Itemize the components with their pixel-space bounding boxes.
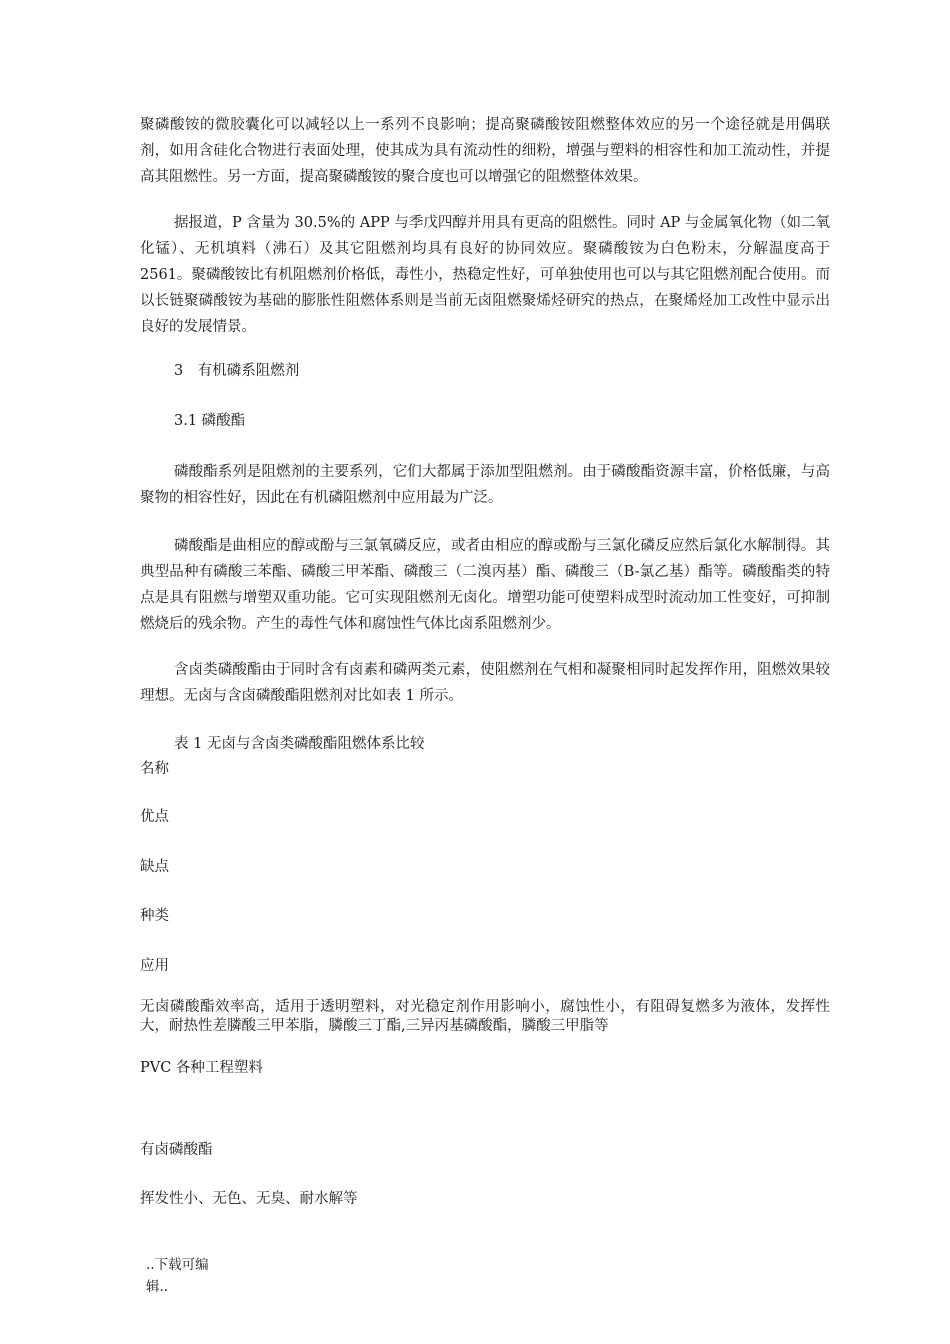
table-header-name: 名称 [140,761,169,777]
subsection-heading: 3.1 磷酸酯 [174,413,246,429]
table-caption: 表 1 无卤与含卤类磷酸酯阻燃体系比较 [174,736,425,752]
table-header-advantages: 优点 [140,809,169,825]
table-header-types: 种类 [140,908,169,924]
table-row-halogen-free: 无卤磷酸酯效率高，适用于透明塑料，对光稳定剂作用影响小，腐蚀性小，有阻碍复燃多为液体，发挥性大，耐热性差膦酸三甲苯脂，膦酸三丁酯,三异丙基磷酸酯，膦酸三甲脂等 [140,999,830,1034]
footer-note: ..下载可编辑.. [146,1257,209,1295]
paragraph-app-microencapsulation: 聚磷酸铵的微胶囊化可以减轻以上一系列不良影响；提高聚磷酸铵阻燃整体效应的另一个途径就是用偶联剂，如用含硅化合物进行表面处理，使其成为具有流动性的细粉，增强与塑料的相容性和加工流动性，并提高其阻燃性。另一方面，提高聚磷酸铵的聚合度也可以增强它的阻燃整体效果。 [140,117,830,185]
table-header-applications: 应用 [140,958,169,974]
paragraph-halogen-phosphate: 含卤类磷酸酯由于同时含有卤素和磷两类元素，使阻燃剂在气相和凝聚相同时起发挥作用，阻燃效果较理想。无卤与含卤磷酸酯阻燃剂对比如表 1 所示。 [140,662,830,704]
paragraph-app-synergy: 据报道，P 含量为 30.5%的 APP 与季戊四醇并用具有更高的阻燃性。同时 AP 与金属氧化物（如二氧化锰）、无机填料（沸石）及其它阻燃剂均具有良好的协同效应。聚磷酸铵为白色粉末，分解温度高于 2561。聚磷酸铵比有机阻燃剂价格低，毒性小，热稳定性好，可单独使用也可以与其它阻燃剂配合使用。而以长链聚磷酸铵为基础的膨胀性阻燃体系则是当前无卤阻燃聚烯烃研究的热点，在聚烯烃加工改性中显示出良好的发展情景。 [140,215,830,335]
paragraph-phosphate-overview: 磷酸酯系列是阻燃剂的主要系列，它们大都属于添加型阻燃剂。由于磷酸酯资源丰富，价格低廉，与高聚物的相容性好，因此在有机磷阻燃剂中应用最为广泛。 [140,464,830,506]
table-cell-advantages-halogenated: 挥发性小、无色、无臭、耐水解等 [140,1191,358,1207]
table-header-disadvantages: 缺点 [140,859,169,875]
section-heading: 3 有机磷系阻燃剂 [174,363,300,379]
table-cell-application-halogen-free: PVC 各种工程塑料 [140,1060,263,1076]
table-cell-name-halogenated: 有卤磷酸酯 [140,1142,213,1158]
paragraph-phosphate-preparation: 磷酸酯是曲相应的醇或酚与三氯氧磷反应，或者由相应的醇或酚与三氯化磷反应然后氯化水解制得。其典型品种有磷酸三苯酯、磷酸三甲苯酯、磷酸三（二溴丙基）酯、磷酸三（B-氯乙基）酯等。磷酸酯类的特点是具有阻燃与增塑双重功能。它可实现阻燃剂无卤化。增塑功能可使塑料成型时流动加工性变好，可抑制燃烧后的残余物。产生的毒性气体和腐蚀性气体比卤系阻燃剂少。 [140,538,830,632]
